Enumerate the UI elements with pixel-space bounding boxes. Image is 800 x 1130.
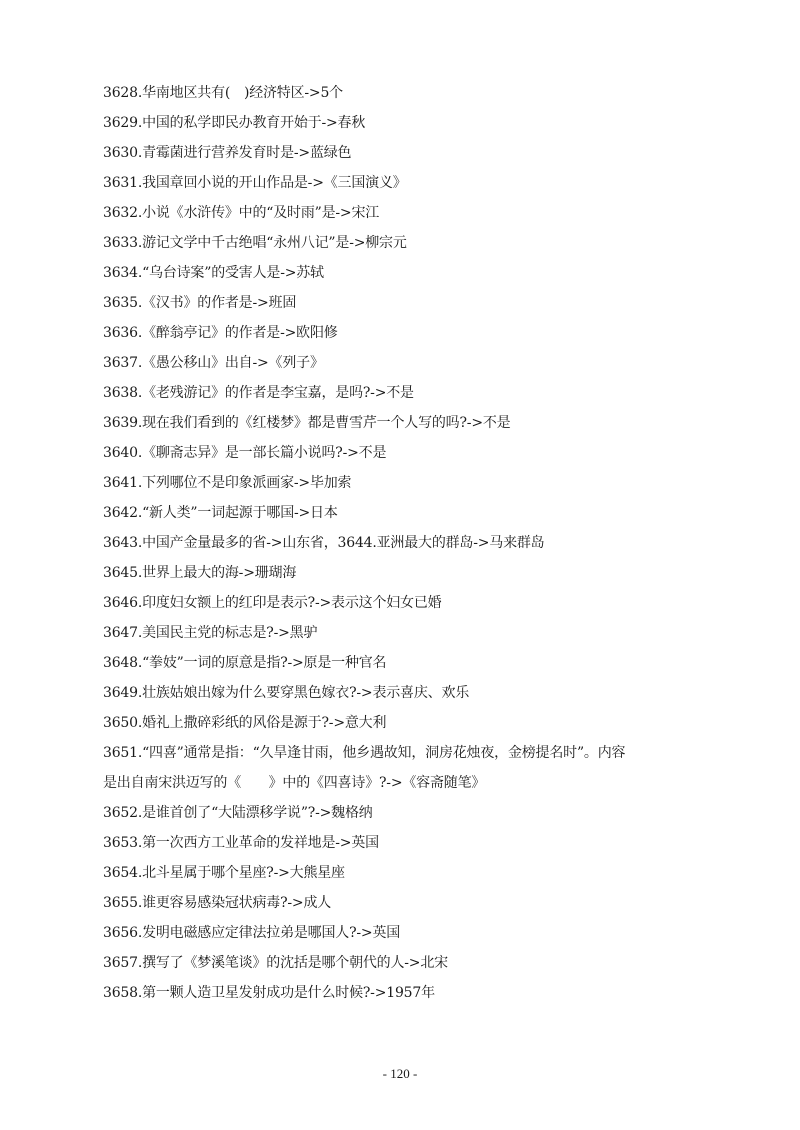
text-line: 3639.现在我们看到的《红楼梦》都是曹雪芹一个人写的吗?->不是 (103, 415, 511, 431)
text-line: 3637.《愚公移山》出自->《列子》 (103, 355, 324, 371)
text-line: 3657.撰写了《梦溪笔谈》的沈括是哪个朝代的人->北宋 (103, 955, 448, 971)
text-line: 3658.第一颗人造卫星发射成功是什么时候?->1957年 (103, 985, 435, 1001)
text-line: 3650.婚礼上撒碎彩纸的风俗是源于?->意大利 (103, 715, 387, 731)
text-line: 3640.《聊斋志异》是一部长篇小说吗?->不是 (103, 445, 387, 461)
text-line: 3628.华南地区共有( )经济特区->5个 (103, 85, 343, 101)
text-line: 3655.谁更容易感染冠状病毒?->成人 (103, 895, 332, 911)
text-line: 3649.壮族姑娘出嫁为什么要穿黑色嫁衣?->表示喜庆、欢乐 (103, 685, 470, 701)
text-line: 3646.印度妇女额上的红印是表示?->表示这个妇女已婚 (103, 595, 442, 611)
text-line: 3633.游记文学中千古绝唱“永州八记”是->柳宗元 (103, 235, 407, 251)
page-number: - 120 - (382, 1066, 418, 1081)
text-line: 3634.“乌台诗案”的受害人是->苏轼 (103, 265, 324, 281)
text-line: 3643.中国产金量最多的省->山东省，3644.亚洲最大的群岛->马来群岛 (103, 535, 545, 551)
text-line: 3654.北斗星属于哪个星座?->大熊星座 (103, 865, 345, 881)
text-line: 3631.我国章回小说的开山作品是->《三国演义》 (103, 175, 407, 191)
text-line-continuation: 是出自南宋洪迈写的《 》中的《四喜诗》?->《容斋随笔》 (103, 775, 486, 791)
text-line: 3656.发明电磁感应定律法拉弟是哪国人?->英国 (103, 925, 401, 941)
text-line: 3652.是谁首创了“大陆漂移学说”?->魏格纳 (103, 805, 373, 821)
text-line: 3653.第一次西方工业革命的发祥地是->英国 (103, 835, 379, 851)
text-line: 3630.青霉菌进行营养发育时是->蓝绿色 (103, 145, 352, 161)
text-line: 3635.《汉书》的作者是->班固 (103, 295, 297, 311)
text-body (103, 82, 703, 1012)
text-line: 3632.小说《水浒传》中的“及时雨”是->宋江 (103, 205, 380, 221)
text-line: 3651.“四喜”通常是指：“久旱逢甘雨，他乡遇故知，洞房花烛夜，金榜提名时”。内容 (103, 745, 626, 761)
text-line: 3645.世界上最大的海->珊瑚海 (103, 565, 297, 581)
text-line: 3648.“拳妓”一词的原意是指?->原是一种官名 (103, 655, 387, 671)
text-line: 3641.下列哪位不是印象派画家->毕加索 (103, 475, 352, 491)
text-line: 3638.《老残游记》的作者是李宝嘉，是吗?->不是 (103, 385, 414, 401)
text-line: 3636.《醉翁亭记》的作者是->欧阳修 (103, 325, 338, 341)
text-line: 3647.美国民主党的标志是?->黑驴 (103, 625, 318, 641)
text-line: 3642.“新人类”一词起源于哪国->日本 (103, 505, 338, 521)
text-line: 3629.中国的私学即民办教育开始于->春秋 (103, 115, 366, 131)
